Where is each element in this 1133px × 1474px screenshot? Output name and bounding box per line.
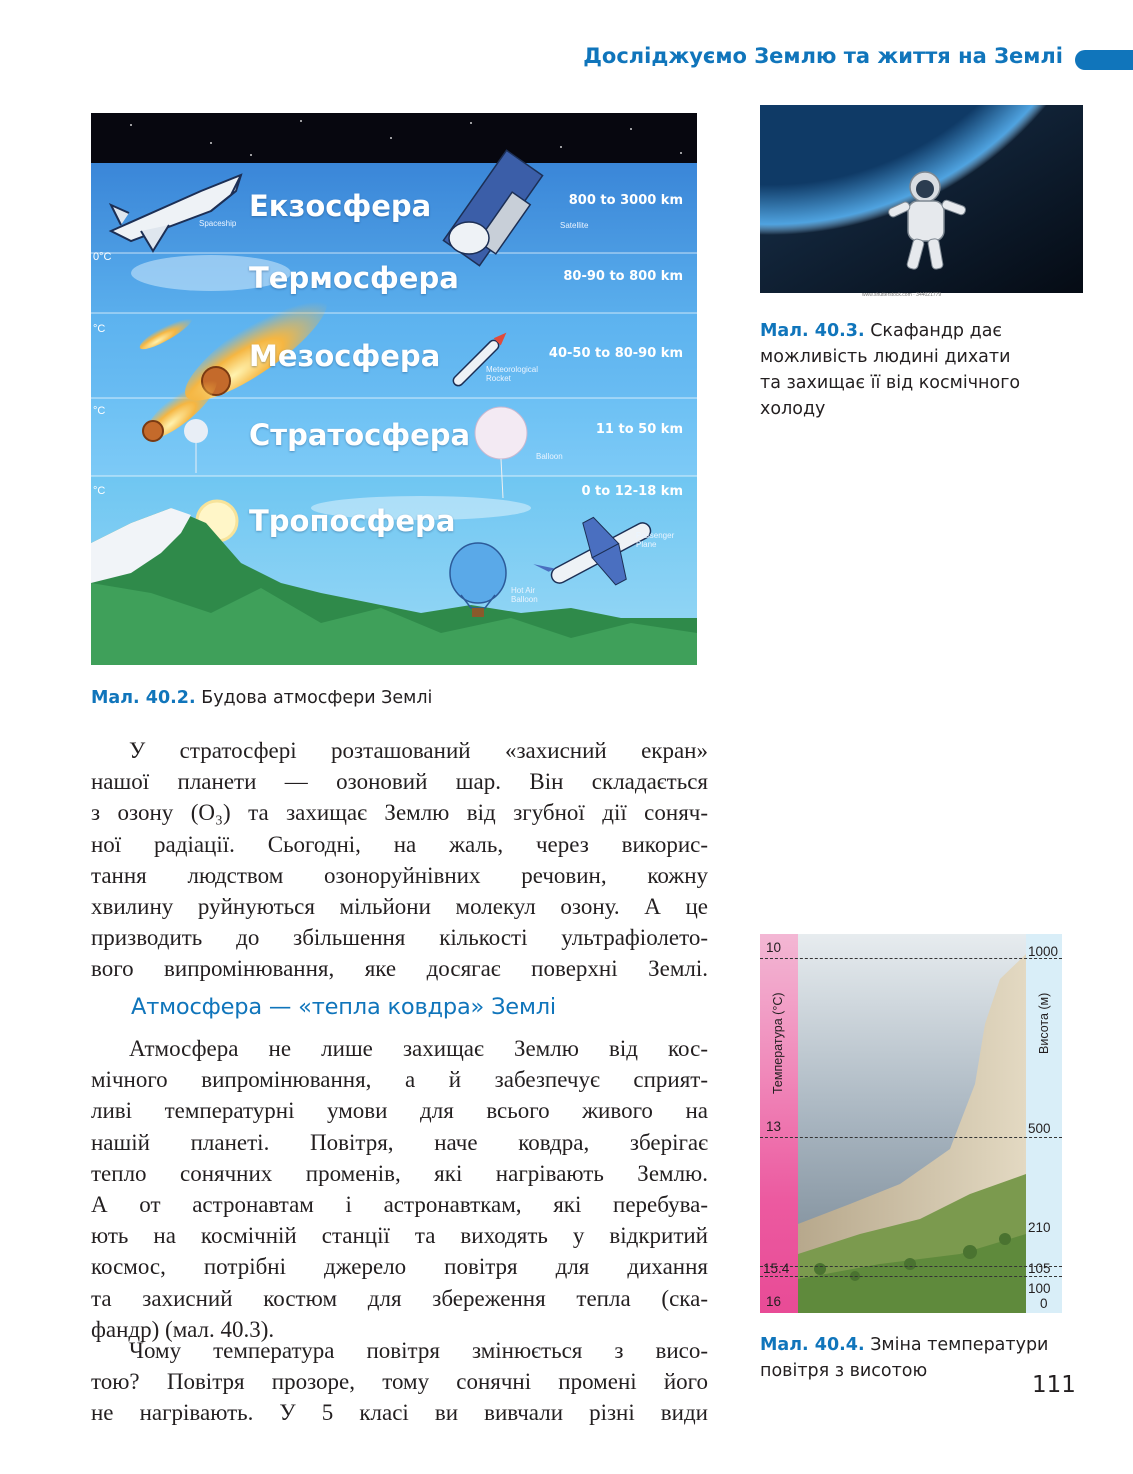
temperature-axis-label: Температура (°C) — [771, 992, 785, 1094]
figure-caption-40-4 — [760, 1332, 1070, 1384]
layer-thermosphere — [91, 253, 697, 313]
text-line: ливі температурні умови для всього живого на — [91, 1098, 708, 1124]
object-label: Passenger Plane — [636, 531, 675, 549]
text-line: тою? Повітря прозоре, тому сонячні промені його — [91, 1369, 708, 1395]
altitude-value: 0 — [1040, 1296, 1048, 1311]
text-line: нашій планеті. Повітря, наче ковдра, зберігає — [91, 1129, 708, 1155]
altitude-value: 500 — [1028, 1121, 1051, 1136]
text-line: У стратосфері розташований «захисний екран» — [129, 738, 708, 763]
temperature-altitude-figure — [760, 934, 1062, 1313]
atmosphere-layers-figure — [91, 113, 697, 665]
object-label: Satellite — [560, 221, 589, 230]
text-line: ють на космічній станції та виходять у відкритий — [91, 1223, 708, 1249]
caption-label: Мал. 40.4. — [760, 1335, 865, 1355]
layer-altitude-range: 80-90 to 800 km — [563, 269, 683, 284]
layer-exosphere — [91, 163, 697, 253]
text-line: тання людством озоноруйнівних речовин, кожну — [91, 862, 708, 888]
object-label: Hot Air Balloon — [511, 586, 538, 604]
object-label: Meteorological Rocket — [486, 365, 539, 383]
layer-stratosphere — [91, 398, 697, 476]
caption-line: Зміна температури — [870, 1335, 1049, 1355]
altitude-value: 210 — [1028, 1220, 1051, 1235]
text-line: ної радіації. Сьогодні, на жаль, через викорис- — [91, 831, 708, 857]
text-line: А от астронавтам і астронавткам, які перебува- — [91, 1191, 708, 1217]
temperature-unit-mark: 0°C — [93, 251, 112, 263]
temperature-unit-mark: °C — [93, 405, 106, 417]
layer-name: Мезосфера — [249, 339, 441, 373]
caption-text: Будова атмосфери Землі — [201, 688, 433, 708]
caption-line: Скафандр дає — [870, 321, 1003, 341]
text-line: хвилину руйнуються мільйони молекул озону. А це — [91, 893, 708, 919]
layer-altitude-range: 40-50 to 80-90 km — [548, 346, 683, 361]
caption-line: можливість людині дихати — [760, 347, 1011, 367]
caption-line: холоду — [760, 399, 826, 419]
altitude-value: 1000 — [1028, 944, 1059, 959]
figure-caption-40-3 — [760, 318, 1060, 422]
layer-name: Стратосфера — [249, 418, 471, 452]
text-line: мічного випромінювання, а й забезпечує сприят- — [91, 1067, 708, 1093]
header-tab-decoration — [1075, 50, 1133, 70]
layer-mesosphere — [91, 313, 697, 398]
caption-label: Мал. 40.3. — [760, 321, 865, 341]
astronaut-image — [760, 105, 1083, 293]
text-line: з озону (O₃) та захищає Землю від згубної дії соняч- — [91, 800, 708, 826]
astronaut-photo — [760, 105, 1083, 293]
temperature-value: 13 — [766, 1119, 782, 1134]
dashed-guide-line — [760, 958, 1062, 959]
altitude-axis-label: Висота (м) — [1037, 992, 1051, 1054]
text-line: нашої планети — озоновий шар. Він складається — [91, 769, 708, 795]
temperature-value: 15.4 — [763, 1261, 790, 1276]
object-label: Balloon — [536, 452, 563, 461]
text-line: Чому температура повітря змінюється з висо- — [129, 1338, 708, 1363]
temperature-value: 10 — [766, 940, 782, 955]
object-label: Spaceship — [199, 219, 237, 228]
paragraph-warm-blanket — [91, 1033, 708, 1345]
caption-label: Мал. 40.2. — [91, 688, 196, 708]
layer-name: Термосфера — [249, 261, 459, 295]
paragraph-temperature-question — [91, 1335, 708, 1429]
page-number: 111 — [1032, 1372, 1076, 1398]
text-line: призводить до збільшення кількості ультрафіолето- — [91, 925, 708, 951]
text-line: Атмосфера не лише захищає Землю від кос- — [129, 1036, 708, 1061]
text-line: тепло сонячних променів, які нагрівають Землю. — [91, 1160, 708, 1186]
layer-altitude-range: 0 to 12-18 km — [581, 484, 683, 499]
layer-name: Екзосфера — [249, 189, 432, 223]
mountain-landscape-photo — [760, 934, 1062, 1313]
layer-name: Тропосфера — [249, 504, 456, 538]
figure-caption-40-2 — [91, 685, 432, 711]
layer-troposphere — [91, 476, 697, 665]
temperature-unit-mark: °C — [93, 323, 106, 335]
text-line: не нагрівають. У 5 класі ви вивчали різні види — [91, 1400, 708, 1426]
running-title: Досліджуємо Землю та життя на Землі — [583, 44, 1063, 68]
text-line: космос, потрібні джерело повітря для дихання — [91, 1254, 708, 1280]
altitude-value: 105 — [1028, 1261, 1051, 1276]
temperature-unit-mark: °C — [93, 485, 106, 497]
section-heading: Атмосфера — «тепла ковдра» Землі — [131, 994, 556, 1020]
caption-line: та захищає її від космічного — [760, 373, 1021, 393]
layer-altitude-range: 11 to 50 km — [595, 422, 683, 437]
temperature-value: 16 — [766, 1294, 782, 1309]
layer-altitude-range: 800 to 3000 km — [568, 193, 683, 208]
dashed-guide-line — [760, 1276, 1062, 1277]
paragraph-ozone-layer — [91, 735, 708, 985]
dashed-guide-line — [760, 1137, 1062, 1138]
text-line: та захисний костюм для збереження тепла (ска- — [91, 1285, 708, 1311]
dashed-guide-line — [760, 1266, 1062, 1267]
text-line: вого випромінювання, яке досягає поверхні Землі. — [91, 956, 708, 982]
altitude-value: 100 — [1028, 1281, 1051, 1296]
caption-line: повітря з висотою — [760, 1361, 928, 1381]
photo-source-credit: www.shutterstock.com · 344021779 — [862, 292, 942, 298]
text-line: фандр) (мал. 40.3). — [91, 1316, 275, 1342]
